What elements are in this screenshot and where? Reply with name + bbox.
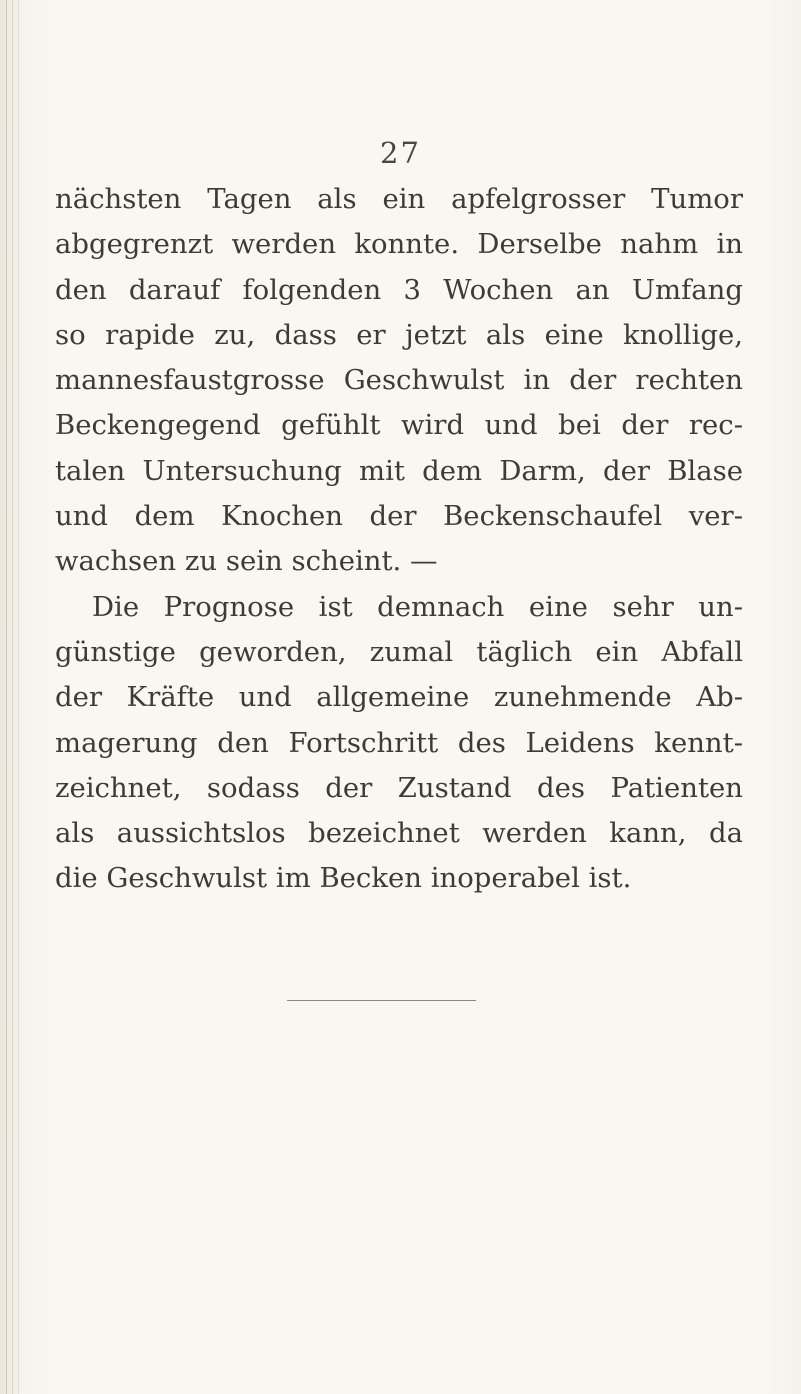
text-line: den darauf folgenden 3 Wochen an Umfang xyxy=(55,273,743,306)
body-text xyxy=(55,177,743,902)
text-line: und dem Knochen der Beckenschaufel ver- xyxy=(55,500,743,533)
text-line: so rapide zu, dass er jetzt als eine knollige, xyxy=(55,318,743,351)
text-line: mannesfaustgrosse Geschwulst in der rechten xyxy=(55,364,743,397)
section-divider xyxy=(287,1000,476,1001)
text-line: als aussichtslos bezeichnet werden kann, da xyxy=(55,817,743,850)
binding-edge xyxy=(18,0,19,1394)
page-number: 27 xyxy=(380,136,421,170)
text-line: talen Untersuchung mit dem Darm, der Blase xyxy=(55,454,743,487)
text-line: wachsen zu sein scheint. — xyxy=(55,545,438,578)
text-line: Beckengegend gefühlt wird und bei der rec- xyxy=(55,409,743,442)
text-line: die Geschwulst im Becken inoperabel ist. xyxy=(55,862,632,895)
binding-edge xyxy=(6,0,7,1394)
text-line: günstige geworden, zumal täglich ein Abfall xyxy=(55,635,743,668)
binding-edge xyxy=(12,0,13,1394)
text-line: nächsten Tagen als ein apfelgrosser Tumor xyxy=(55,183,743,215)
text-line: Die Prognose ist demnach eine sehr un- xyxy=(92,590,743,623)
text-line: der Kräfte und allgemeine zunehmende Ab- xyxy=(55,681,743,714)
text-line: abgegrenzt werden konnte. Derselbe nahm in xyxy=(55,228,743,261)
text-line: zeichnet, sodass der Zustand des Patienten xyxy=(55,771,743,804)
text-line: magerung den Fortschritt des Leidens kennt- xyxy=(55,726,743,759)
